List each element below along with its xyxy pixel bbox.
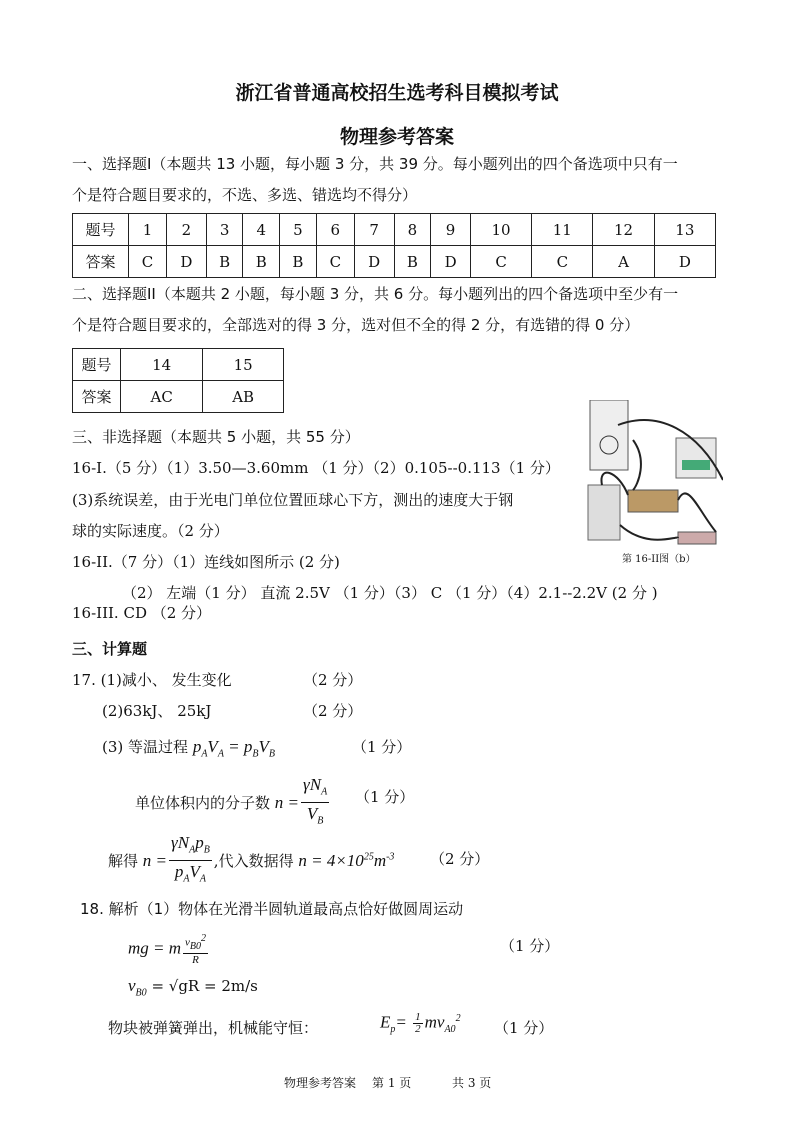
question-number: 13: [654, 214, 715, 246]
score: （2 分）: [303, 702, 363, 720]
question-number: 5: [280, 214, 317, 246]
answer-cell: AC: [121, 381, 203, 413]
answer-17-1: 17. (1)减小、 发生变化: [72, 671, 232, 689]
choice-table-1: [72, 213, 716, 278]
answer-16-3: 16-III. CD （2 分）: [72, 604, 212, 622]
table-row: [73, 381, 284, 413]
formula-vb0: $v_{B0} = √gR = 2m/s$: [128, 976, 258, 999]
answer-cell: D: [654, 246, 715, 278]
unit: m: [373, 850, 387, 870]
answer-cell: AB: [203, 381, 284, 413]
answer-cell: C: [129, 246, 167, 278]
question-number: 10: [470, 214, 531, 246]
answer-cell: D: [354, 246, 394, 278]
result: n = 4×10: [298, 850, 364, 870]
score: （1 分）: [500, 937, 560, 955]
answer-cell: C: [532, 246, 593, 278]
answer-17-3c: [108, 833, 394, 891]
choice-table-2: [72, 348, 284, 413]
question-number: 8: [394, 214, 431, 246]
footer-total: 共 3 页: [452, 1076, 492, 1090]
formula-mg: mg = m $\frac{v_{B0}^2}{R}$: [128, 933, 207, 966]
score: （1 分）: [494, 1019, 554, 1037]
answer-cell: B: [206, 246, 243, 278]
unit-exp: -3: [386, 851, 395, 863]
question-number: 12: [593, 214, 654, 246]
section3-heading: 三、非选择题（本题共 5 小题，共 55 分）: [72, 428, 360, 446]
question-number: 14: [121, 349, 203, 381]
circuit-figure: [578, 400, 723, 550]
answer-17-3b: [135, 775, 331, 833]
question-number: 7: [354, 214, 394, 246]
score: （2 分）: [303, 671, 363, 689]
answer-cell: C: [470, 246, 531, 278]
row-label: 题号: [73, 214, 129, 246]
score: （1 分）: [352, 738, 412, 756]
figure-caption: 第 16-II图（b）: [622, 554, 696, 565]
answer-16-2: 16-II.（7 分）（1）连线如图所示 (2 分): [72, 553, 340, 571]
formula-isothermal: $p_AV_A = p_BV_B$: [192, 737, 276, 760]
answer-cell: B: [280, 246, 317, 278]
row-label: 答案: [73, 381, 121, 413]
question-number: 9: [431, 214, 471, 246]
score: （2 分）: [430, 850, 490, 868]
answer-16-1-3b: 球的实际速度。（2 分）: [72, 522, 229, 540]
table-row: [73, 246, 716, 278]
question-number: 3: [206, 214, 243, 246]
label: 解得: [108, 851, 139, 870]
question-number: 6: [316, 214, 354, 246]
answer-cell: B: [394, 246, 431, 278]
row-label: 题号: [73, 349, 121, 381]
label: 单位体积内的分子数: [135, 793, 271, 812]
exp: 25: [363, 851, 374, 863]
answer-cell: C: [316, 246, 354, 278]
answer-cell: A: [593, 246, 654, 278]
formula-ep: $E_p=$ $\frac{1}{2}$ $mv_{A0}^2$: [380, 1011, 461, 1035]
answer-16-2b: （2） 左端（1 分） 直流 2.5V （1 分）（3） C （1 分）（4）2.1--2.2V (2 分 ): [122, 584, 658, 602]
table-row: [73, 349, 284, 381]
value: = √gR = 2m/s: [151, 977, 258, 995]
question-number: 4: [243, 214, 280, 246]
question-number: 15: [203, 349, 284, 381]
table-row: [73, 214, 716, 246]
formula-n: n = $\frac{\gamma N_A}{V_B}$: [274, 775, 328, 827]
section2-heading: 二、选择题II（本题共 2 小题，每小题 3 分，共 6 分。每小题列出的四个备选项中至少有一: [72, 285, 679, 303]
footer-page: 第 1 页: [372, 1076, 412, 1090]
formula-result: [298, 851, 394, 870]
answer-17-3: [102, 736, 275, 759]
row-label: 答案: [73, 246, 129, 278]
footer-title: 物理参考答案: [284, 1076, 357, 1090]
page-title: 浙江省普通高校招生选考科目模拟考试: [235, 82, 559, 104]
answer-16-1: 16-I.（5 分）（1）3.50—3.60mm （1 分）（2）0.105--0.113（1 分）: [72, 459, 560, 477]
question-number: 1: [129, 214, 167, 246]
formula-n-solved: n = $\frac{\gamma N_Ap_B}{p_AV_A}$: [142, 833, 210, 885]
answer-18-energy: 物块被弹簧弹出，机械能守恒：: [108, 1019, 319, 1037]
question-number: 2: [167, 214, 207, 246]
score: （1 分）: [355, 788, 415, 806]
answer-16-1-3: (3)系统误差，由于光电门单位位置匝球心下方，测出的速度大于钢: [72, 491, 514, 509]
section1-heading: 一、选择题I（本题共 13 小题，每小题 3 分，共 39 分。每小题列出的四个备选项中只有一: [72, 155, 678, 173]
answer-17-2: (2)63kJ、 25kJ: [102, 702, 212, 720]
answer-cell: D: [167, 246, 207, 278]
label: ,代入数据得: [213, 851, 294, 870]
section1-heading-2: 个是符合题目要求的，不选、多选、错选均不得分）: [72, 186, 418, 204]
section2-heading-2: 个是符合题目要求的，全部选对的得 3 分，选对但不全的得 2 分，有选错的得 0 分）: [72, 316, 640, 334]
answer-18-1: 18. 解析（1）物体在光滑半圆轨道最高点恰好做圆周运动: [80, 900, 464, 918]
page-subtitle: 物理参考答案: [339, 126, 454, 148]
answer-cell: D: [431, 246, 471, 278]
section4-heading: 三、计算题: [72, 640, 148, 658]
answer-cell: B: [243, 246, 280, 278]
question-number: 11: [532, 214, 593, 246]
label: (3) 等温过程: [102, 738, 189, 756]
